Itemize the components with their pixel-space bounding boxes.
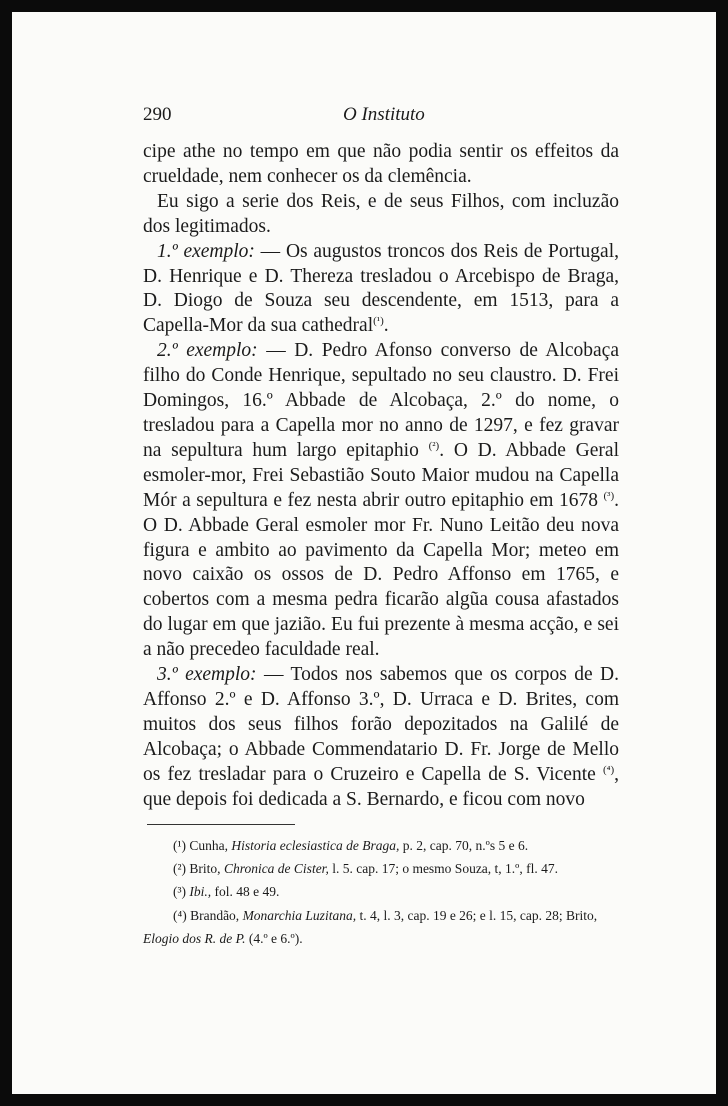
book-page bbox=[12, 12, 716, 1094]
running-title: O Instituto bbox=[343, 104, 425, 125]
footnote-title: Ibi., bbox=[189, 884, 212, 900]
page-number: 290 bbox=[143, 104, 172, 125]
paragraph-2: Eu sigo a serie dos Reis, e de seus Filhos, com incluzão dos legitimados. bbox=[143, 190, 619, 237]
footnote-title: Chronica de Cister, bbox=[223, 861, 329, 877]
footnote-divider bbox=[147, 824, 295, 825]
footnote-text: (4.º e 6.º). bbox=[245, 930, 303, 946]
footnote-title: Monarchia Luzitana, bbox=[242, 907, 357, 923]
footnote-text: p. 2, cap. 70, n.ºs 5 e 6. bbox=[399, 838, 529, 853]
footnote-ref-3: (³) bbox=[603, 489, 615, 502]
footnote-mark: (²) bbox=[173, 861, 187, 877]
example-2-label: 2.º exemplo: bbox=[157, 340, 258, 362]
example-3-text-a: — Todos nos sabemos que os corpos de D. Affonso 2.º e D. Affonso 3.º, D. Urraca e D. Brites, com muitos dos seus filhos forão depozitados na Galilé de Alcobaça; o Abbade Commendatario D. Fr. Jorge de Mello os fez tresladar para o Cruzeiro e Capella de S. Vicente bbox=[143, 664, 619, 785]
footnote-1 bbox=[143, 834, 619, 857]
footnote-text: Brandão, bbox=[186, 907, 243, 923]
footnote-mark: (¹) bbox=[173, 838, 187, 853]
running-header bbox=[143, 104, 619, 130]
paragraph-example-1 bbox=[143, 240, 619, 340]
footnote-text: Brito, bbox=[186, 861, 224, 877]
example-2-text-b: . O D. Abbade Geral esmoler-mor, Frei Sebastião Souto Maior mudou na Capella Mór a sepultura e fez nesta abrir outro epitaphio em 1678 bbox=[143, 439, 619, 511]
example-1-label: 1.º exemplo: bbox=[157, 240, 255, 262]
footnote-2 bbox=[143, 857, 619, 880]
example-2-text-a: — D. Pedro Afonso converso de Alcobaça filho do Conde Henrique, sepultado no seu claustro. D. Frei Domingos, 16.º Abbade de Alcobaça, 2.º do nome, o tresladou para a Capella mor no anno de 1297, e fez gravar na sepultura hum largo epitaphio bbox=[143, 340, 619, 461]
footnote-ref-4: (⁴) bbox=[602, 763, 615, 776]
footnote-mark: (⁴) bbox=[173, 907, 187, 923]
footnote-text: l. 5. cap. 17; o mesmo Souza, t, 1.º, fl. 47. bbox=[328, 861, 558, 877]
footnote-3 bbox=[143, 880, 619, 903]
footnotes bbox=[143, 834, 619, 950]
footnote-text: Cunha, bbox=[186, 838, 232, 853]
paragraph-example-3 bbox=[143, 663, 619, 812]
footnote-ref-2: (²) bbox=[428, 439, 440, 452]
footnote-text: fol. 48 e 49. bbox=[211, 884, 280, 900]
main-text bbox=[143, 140, 619, 812]
example-3-label: 3.º exemplo: bbox=[157, 664, 257, 686]
example-1-text: — Os augustos troncos dos Reis de Portugal, D. Henrique e D. Thereza tresladou o Arcebispo de Braga, D. Diogo de Souza seu descendente, em 1513, para a Capella-Mor da sua cathedral bbox=[143, 240, 619, 337]
paragraph-example-2 bbox=[143, 339, 619, 663]
footnote-title: Elogio dos R. de P. bbox=[143, 930, 246, 946]
footnote-4 bbox=[143, 904, 619, 950]
footnote-mark: (³) bbox=[173, 884, 187, 900]
footnote-text: t. 4, l. 3, cap. 19 e 26; e l. 15, cap. 28; Brito, bbox=[356, 907, 598, 923]
paragraph-1: cipe athe no tempo em que não podia sentir os effeitos da crueldade, nem conhecer os da clemência. bbox=[143, 141, 619, 187]
footnote-ref-1: (¹) bbox=[373, 315, 384, 328]
footnote-title: Historia eclesiastica de Braga, bbox=[231, 838, 400, 853]
example-2-text-c: . O D. Abbade Geral esmoler mor Fr. Nuno Leitão deu nova figura e ambito ao pavimento da Capella Mor; meteo em novo caixão os ossos de D. Pedro Affonso em 1765, e cobertos com a mesma pedra ficarão algũa cousa afastados do lugar em que jazião. Eu fui prezente à mesma acção, e sei a não precedeo faculdade real. bbox=[143, 489, 619, 661]
example-1-end: . bbox=[383, 315, 389, 337]
example-3-text-b: , que depois foi dedicada a S. Bernardo, e ficou com novo bbox=[143, 763, 619, 810]
